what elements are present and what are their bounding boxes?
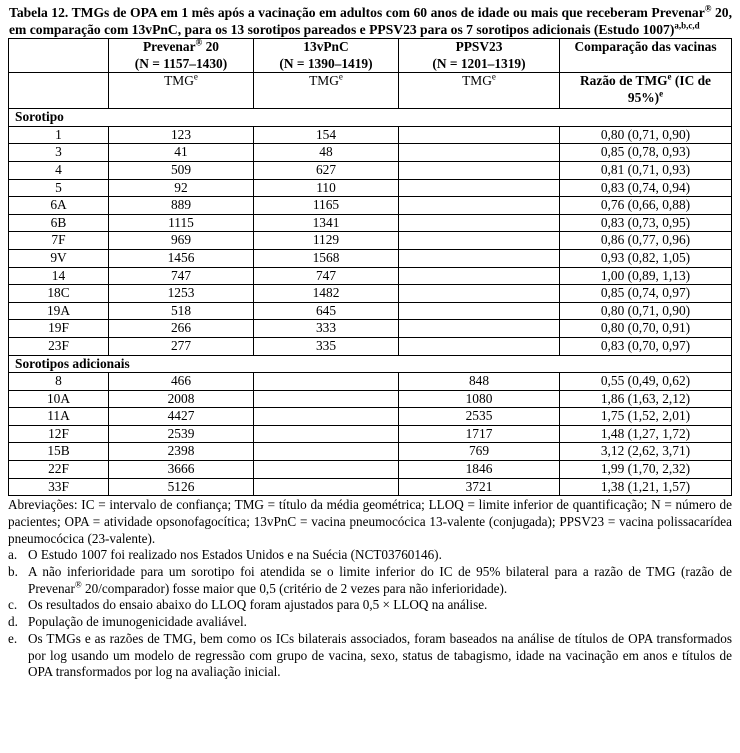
cell-prevenar: 889 — [109, 197, 254, 215]
cell-pnc13 — [254, 478, 399, 496]
cell-prevenar: 277 — [109, 337, 254, 355]
subheader-ppsv23-tmg: TMG$^e$ — [399, 73, 560, 109]
cell-pnc13: 110 — [254, 179, 399, 197]
footnote-label: c. — [8, 597, 18, 613]
cell-ppsv23 — [399, 337, 560, 355]
cell-ratio: 0,55 (0,49, 0,62) — [560, 373, 732, 391]
cell-prevenar: 1456 — [109, 249, 254, 267]
cell-pnc13: 333 — [254, 320, 399, 338]
footnote-label: b. — [8, 564, 18, 580]
table-row — [9, 144, 732, 162]
cell-prevenar: 41 — [109, 144, 254, 162]
cell-ratio: 0,85 (0,78, 0,93) — [560, 144, 732, 162]
cell-pnc13: 48 — [254, 144, 399, 162]
header-comparison: Comparação das vacinas — [560, 39, 732, 73]
section-row — [9, 109, 732, 127]
subheader-empty — [9, 73, 109, 109]
cell-serotype: 33F — [9, 478, 109, 496]
cell-serotype: 3 — [9, 144, 109, 162]
cell-ppsv23 — [399, 144, 560, 162]
cell-serotype: 5 — [9, 179, 109, 197]
cell-ratio: 0,83 (0,73, 0,95) — [560, 214, 732, 232]
footnote-text — [28, 564, 732, 597]
cell-serotype: 14 — [9, 267, 109, 285]
cell-serotype: 22F — [9, 461, 109, 479]
cell-prevenar: 92 — [109, 179, 254, 197]
cell-pnc13: 645 — [254, 302, 399, 320]
cell-ppsv23 — [399, 232, 560, 250]
cell-serotype: 6B — [9, 214, 109, 232]
cell-prevenar: 266 — [109, 320, 254, 338]
cell-serotype: 18C — [9, 285, 109, 303]
cell-prevenar: 2539 — [109, 425, 254, 443]
cell-serotype: 9V — [9, 249, 109, 267]
cell-pnc13 — [254, 461, 399, 479]
table-row — [9, 126, 732, 144]
cell-ratio: 0,85 (0,74, 0,97) — [560, 285, 732, 303]
cell-ratio: 1,75 (1,52, 2,01) — [560, 408, 732, 426]
cell-serotype: 19F — [9, 320, 109, 338]
table-row — [9, 161, 732, 179]
cell-ppsv23: 769 — [399, 443, 560, 461]
cell-ratio: 0,80 (0,71, 0,90) — [560, 302, 732, 320]
cell-ppsv23: 1846 — [399, 461, 560, 479]
footnote-text — [28, 631, 732, 681]
cell-ppsv23 — [399, 161, 560, 179]
cell-ratio: 1,99 (1,70, 2,32) — [560, 461, 732, 479]
footnote-text — [28, 547, 732, 564]
table-row — [9, 179, 732, 197]
cell-ppsv23 — [399, 302, 560, 320]
cell-prevenar: 1115 — [109, 214, 254, 232]
cell-ppsv23: 1080 — [399, 390, 560, 408]
footnote-text-part: O Estudo 1007 foi realizado nos Estados Unidos e na Suécia (NCT03760146). — [28, 547, 442, 563]
abbreviations-note: Abreviações: IC = intervalo de confiança; TMG = título da média geométrica; LLOQ = limite inferior de quantificação; N = número de pacientes; OPA = atividade opsonofagocítica; 13vPnC = vacina pneumocócica 13-valente (conjugada); PPSV23 = vacina polissacarídea pneumocócica (23-valente). — [8, 497, 732, 546]
cell-ratio: 0,76 (0,66, 0,88) — [560, 197, 732, 215]
cell-pnc13: 1568 — [254, 249, 399, 267]
footnote-item — [8, 614, 732, 631]
cell-ppsv23: 3721 — [399, 478, 560, 496]
subheader-prevenar-tmg: TMG$^e$ — [109, 73, 254, 109]
cell-pnc13: 1165 — [254, 197, 399, 215]
cell-ppsv23 — [399, 179, 560, 197]
table-row — [9, 197, 732, 215]
cell-ppsv23 — [399, 320, 560, 338]
cell-prevenar: 2008 — [109, 390, 254, 408]
subheader-13vpnc-tmg: TMG$^e$ — [254, 73, 399, 109]
header-empty — [9, 39, 109, 73]
cell-prevenar: 969 — [109, 232, 254, 250]
cell-serotype: 1 — [9, 126, 109, 144]
table-row — [9, 320, 732, 338]
cell-prevenar: 509 — [109, 161, 254, 179]
header-row-2 — [9, 73, 732, 109]
cell-serotype: 8 — [9, 373, 109, 391]
footnotes — [8, 497, 732, 681]
cell-prevenar: 518 — [109, 302, 254, 320]
cell-prevenar: 747 — [109, 267, 254, 285]
table-row — [9, 478, 732, 496]
cell-pnc13 — [254, 425, 399, 443]
header-13vpnc: 13vPnC (N = 1390–1419) — [254, 39, 399, 73]
cell-pnc13: 335 — [254, 337, 399, 355]
footnote-text — [28, 597, 732, 614]
cell-prevenar: 5126 — [109, 478, 254, 496]
cell-ppsv23: 2535 — [399, 408, 560, 426]
cell-ratio: 0,86 (0,77, 0,96) — [560, 232, 732, 250]
cell-serotype: 15B — [9, 443, 109, 461]
section-title: Sorotipos adicionais — [9, 355, 732, 373]
footnote-text-part: Os resultados do ensaio abaixo do LLOQ foram ajustados para 0,5 × LLOQ na análise. — [28, 597, 488, 613]
cell-serotype: 4 — [9, 161, 109, 179]
cell-ratio: 0,80 (0,71, 0,90) — [560, 126, 732, 144]
cell-serotype: 11A — [9, 408, 109, 426]
registered-mark: ® — [74, 579, 82, 590]
cell-serotype: 7F — [9, 232, 109, 250]
table-caption: Tabela 12. TMGs de OPA em 1 mês após a vacinação em adultos com 60 anos de idade ou mais que receberam Prevenar® 20, em comparação com 13vPnC, para os 13 sorotipos pareados e PPSV23 para os 7 sorotipos adicionais (Estudo 1007)$^{a,b,c,d}$ — [9, 3, 733, 37]
cell-ppsv23 — [399, 285, 560, 303]
cell-pnc13: 1341 — [254, 214, 399, 232]
footnote-item — [8, 564, 732, 597]
cell-prevenar: 2398 — [109, 443, 254, 461]
table-body — [9, 109, 732, 496]
subheader-ratio: Razão de TMG$^e$ (IC de 95%)$^e$ — [560, 73, 732, 109]
footnote-text-part: População de imunogenicidade avaliável. — [28, 614, 247, 630]
section-title: Sorotipo — [9, 109, 732, 127]
table-row — [9, 302, 732, 320]
cell-pnc13: 1482 — [254, 285, 399, 303]
cell-pnc13 — [254, 390, 399, 408]
cell-ratio: 1,00 (0,89, 1,13) — [560, 267, 732, 285]
table-row — [9, 390, 732, 408]
footnote-item — [8, 547, 732, 564]
cell-prevenar: 3666 — [109, 461, 254, 479]
cell-pnc13 — [254, 408, 399, 426]
footnote-text-part: 20/comparador) fosse maior que 0,5 (critério de 2 vezes para não inferioridade). — [81, 580, 508, 596]
cell-prevenar: 1253 — [109, 285, 254, 303]
cell-ratio: 3,12 (2,62, 3,71) — [560, 443, 732, 461]
cell-ppsv23: 1717 — [399, 425, 560, 443]
results-table — [8, 38, 732, 496]
cell-ratio: 0,83 (0,70, 0,97) — [560, 337, 732, 355]
cell-ratio: 0,80 (0,70, 0,91) — [560, 320, 732, 338]
cell-ppsv23 — [399, 214, 560, 232]
cell-serotype: 10A — [9, 390, 109, 408]
table-row — [9, 337, 732, 355]
table-row — [9, 285, 732, 303]
footnote-item — [8, 597, 732, 614]
header-ppsv23: PPSV23 (N = 1201–1319) — [399, 39, 560, 73]
cell-ratio: 1,38 (1,21, 1,57) — [560, 478, 732, 496]
document-page — [6, 0, 734, 681]
cell-pnc13 — [254, 373, 399, 391]
cell-prevenar: 123 — [109, 126, 254, 144]
cell-ratio: 0,83 (0,74, 0,94) — [560, 179, 732, 197]
cell-pnc13 — [254, 443, 399, 461]
cell-ppsv23 — [399, 126, 560, 144]
table-row — [9, 373, 732, 391]
cell-pnc13: 154 — [254, 126, 399, 144]
header-row-1 — [9, 39, 732, 73]
table-row — [9, 425, 732, 443]
table-row — [9, 443, 732, 461]
cell-ratio: 1,48 (1,27, 1,72) — [560, 425, 732, 443]
cell-serotype: 23F — [9, 337, 109, 355]
footnote-text-part: Os TMGs e as razões de TMG, bem como os ICs bilaterais associados, foram baseados na análise de títulos de OPA transformados por log usando um modelo de regressão com grupo de vacina, sexo, status de tabagismo, idade na vacinação em anos e títulos de OPA transformados por log na avaliação inicial. — [28, 630, 732, 680]
table-row — [9, 214, 732, 232]
section-row — [9, 355, 732, 373]
footnote-item — [8, 631, 732, 681]
cell-serotype: 19A — [9, 302, 109, 320]
cell-pnc13: 627 — [254, 161, 399, 179]
table-row — [9, 249, 732, 267]
footnote-list — [8, 547, 732, 681]
cell-serotype: 12F — [9, 425, 109, 443]
cell-prevenar: 4427 — [109, 408, 254, 426]
cell-ppsv23: 848 — [399, 373, 560, 391]
cell-ratio: 0,81 (0,71, 0,93) — [560, 161, 732, 179]
footnote-label: d. — [8, 614, 18, 630]
cell-pnc13: 747 — [254, 267, 399, 285]
table-row — [9, 408, 732, 426]
cell-ratio: 1,86 (1,63, 2,12) — [560, 390, 732, 408]
cell-ratio: 0,93 (0,82, 1,05) — [560, 249, 732, 267]
footnote-text-part: A não inferioridade para um sorotipo foi atendida se o limite inferior do IC de 95% bilateral para a razão de TMG (razão de Prevenar — [28, 564, 732, 596]
cell-serotype: 6A — [9, 197, 109, 215]
cell-prevenar: 466 — [109, 373, 254, 391]
footnote-label: e. — [8, 630, 18, 646]
header-prevenar: Prevenar® 20 (N = 1157–1430) — [109, 39, 254, 73]
table-row — [9, 267, 732, 285]
table-row — [9, 232, 732, 250]
cell-ppsv23 — [399, 267, 560, 285]
footnote-text — [28, 614, 732, 631]
cell-pnc13: 1129 — [254, 232, 399, 250]
table-row — [9, 461, 732, 479]
cell-ppsv23 — [399, 249, 560, 267]
footnote-label: a. — [8, 547, 18, 563]
cell-ppsv23 — [399, 197, 560, 215]
